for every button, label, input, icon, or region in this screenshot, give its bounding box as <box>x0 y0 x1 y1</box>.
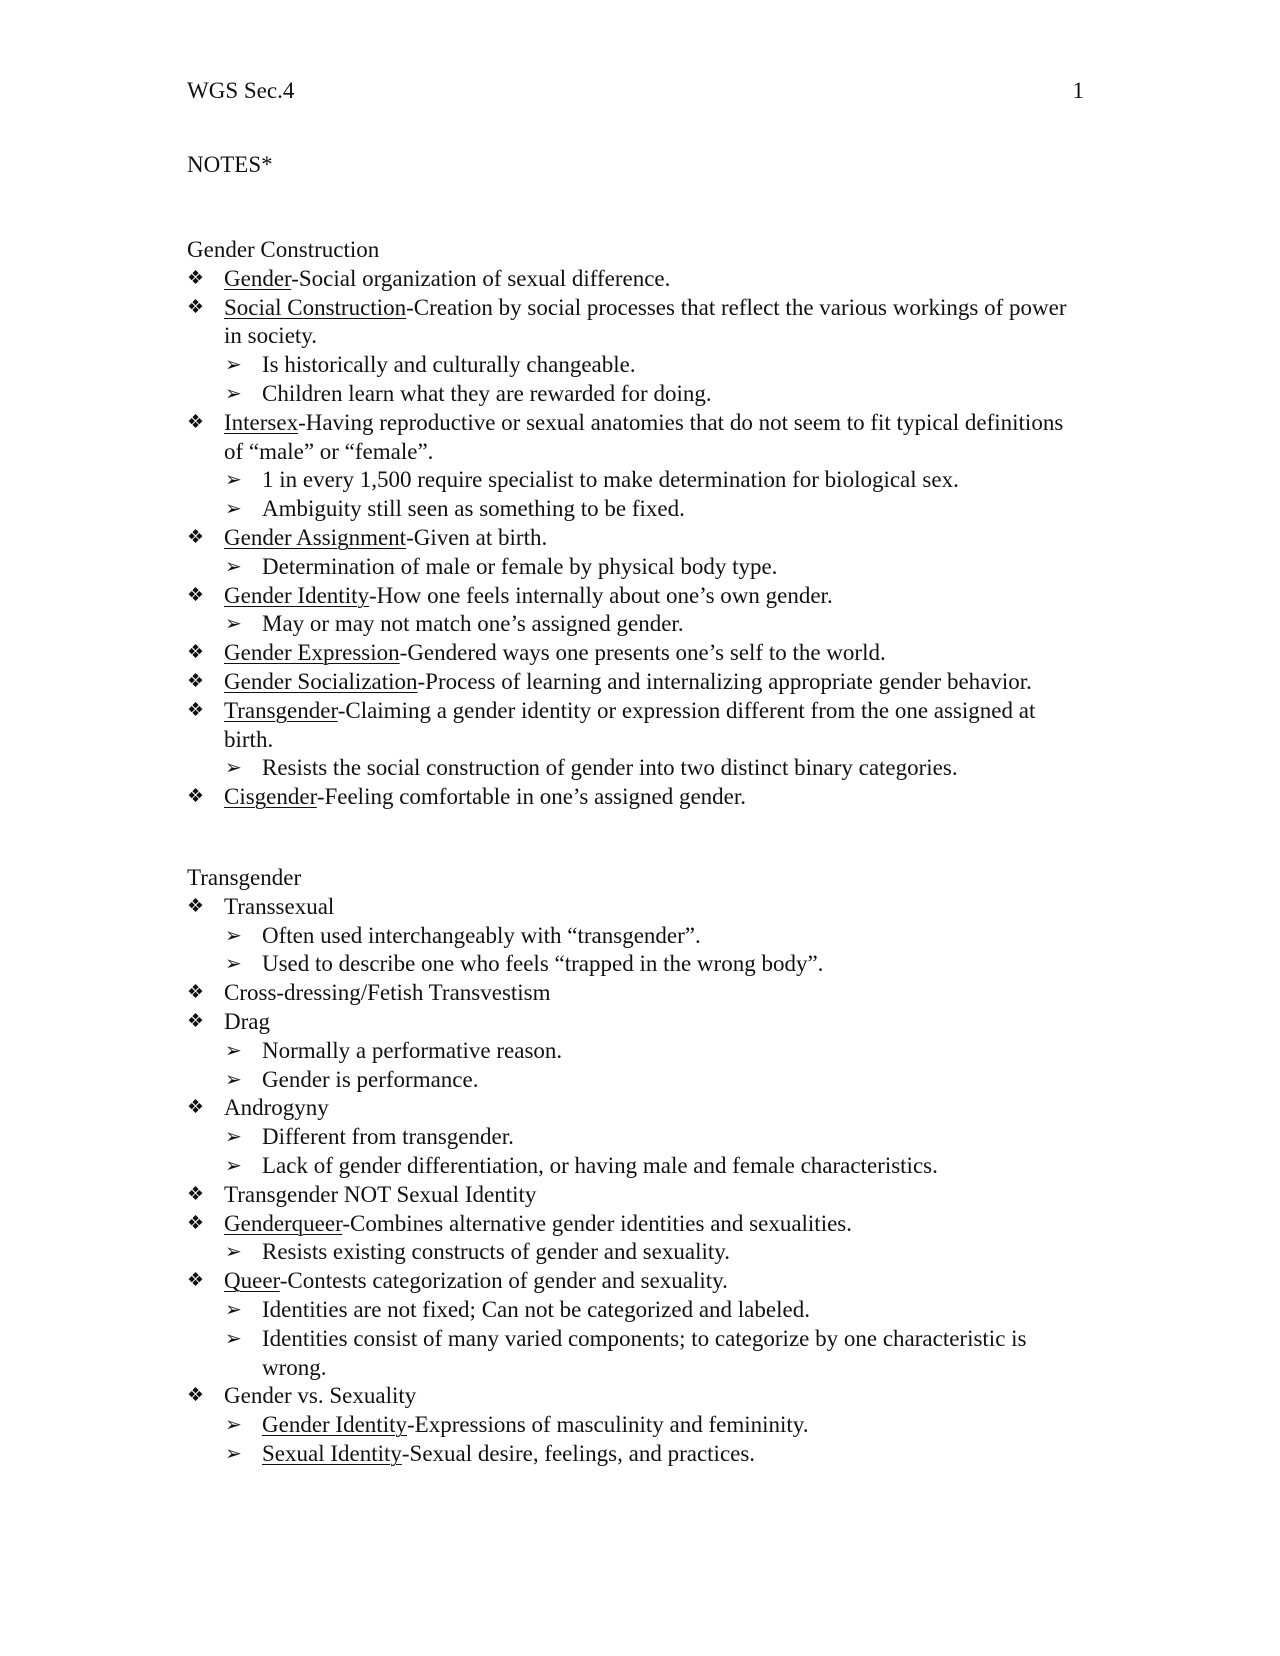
item-text: -Creation by social processes that reflect the various workings of power in society. <box>224 294 1067 349</box>
arrow-bullet-icon: ➢ <box>225 613 242 636</box>
section-gender-construction <box>187 236 1087 812</box>
arrow-bullet-icon: ➢ <box>225 1241 242 1264</box>
item-text: Androgyny <box>224 1095 329 1121</box>
arrow-bullet-icon: ➢ <box>225 1442 242 1465</box>
diamond-bullet-icon: ❖ <box>187 1270 205 1292</box>
item-text: Resists existing constructs of gender and sexuality. <box>262 1239 731 1265</box>
sub-bullet-item <box>187 553 1087 582</box>
arrow-bullet-icon: ➢ <box>225 1298 242 1321</box>
term: Genderqueer <box>224 1210 343 1236</box>
arrow-bullet-icon: ➢ <box>225 469 242 492</box>
item-text: -Combines alternative gender identities and sexualities. <box>342 1210 852 1236</box>
diamond-bullet-icon: ❖ <box>187 895 205 917</box>
term: Gender Identity <box>262 1412 407 1438</box>
item-text: Children learn what they are rewarded for doing. <box>262 380 712 406</box>
header-course: WGS Sec.4 <box>187 78 295 103</box>
section-transgender <box>187 864 1087 1469</box>
bullet-item <box>187 265 1087 294</box>
sub-bullet-item <box>187 1440 1087 1469</box>
sub-bullet-item <box>187 922 1087 951</box>
sub-bullet-item <box>187 1411 1087 1440</box>
term: Gender <box>224 265 292 291</box>
sub-bullet-item <box>187 1325 1087 1383</box>
diamond-bullet-icon: ❖ <box>187 670 205 692</box>
bullet-item <box>187 409 1087 467</box>
arrow-bullet-icon: ➢ <box>225 1154 242 1177</box>
item-text: -Gendered ways one presents one’s self to the world. <box>399 640 886 666</box>
sub-bullet-item <box>187 754 1087 783</box>
sub-bullet-item <box>187 495 1087 524</box>
diamond-bullet-icon: ❖ <box>187 1385 205 1407</box>
item-text: -Social organization of sexual difference. <box>291 265 671 291</box>
bullet-item <box>187 893 1087 922</box>
item-text: Gender is performance. <box>262 1066 479 1092</box>
diamond-bullet-icon: ❖ <box>187 642 205 664</box>
arrow-bullet-icon: ➢ <box>225 498 242 521</box>
term: Gender Expression <box>224 640 400 666</box>
sub-bullet-item <box>187 1066 1087 1095</box>
term: Queer <box>224 1268 280 1294</box>
item-text: Different from transgender. <box>262 1124 514 1150</box>
item-text: Transgender NOT Sexual Identity <box>224 1181 537 1207</box>
diamond-bullet-icon: ❖ <box>187 1010 205 1032</box>
arrow-bullet-icon: ➢ <box>225 1039 242 1062</box>
diamond-bullet-icon: ❖ <box>187 1097 205 1119</box>
term: Gender Assignment <box>224 524 407 550</box>
section-heading: Gender Construction <box>187 237 380 262</box>
bullet-item <box>187 979 1087 1008</box>
sub-bullet-item <box>187 1152 1087 1181</box>
sub-bullet-item <box>187 950 1087 979</box>
item-text: Determination of male or female by physical body type. <box>262 553 778 579</box>
item-text: Is historically and culturally changeable. <box>262 352 636 378</box>
diamond-bullet-icon: ❖ <box>187 526 205 548</box>
sub-bullet-item <box>187 380 1087 409</box>
arrow-bullet-icon: ➢ <box>225 924 242 947</box>
header-page-number: 1 <box>1072 78 1084 103</box>
diamond-bullet-icon: ❖ <box>187 982 205 1004</box>
section-items <box>187 893 1087 1469</box>
notes-title: NOTES* <box>187 152 273 177</box>
item-text: -Claiming a gender identity or expression different from the one assigned at birth. <box>224 697 1036 752</box>
term: Gender Identity <box>224 582 369 608</box>
term: Intersex <box>224 409 299 435</box>
item-text: Cross-dressing/Fetish Transvestism <box>224 980 551 1006</box>
item-text: Resists the social construction of gender into two distinct binary categories. <box>262 755 958 781</box>
diamond-bullet-icon: ❖ <box>187 267 205 289</box>
sub-bullet-item <box>187 1296 1087 1325</box>
section-heading: Transgender <box>187 865 302 890</box>
item-text: Ambiguity still seen as something to be fixed. <box>262 496 685 522</box>
term: Gender Socialization <box>224 668 418 694</box>
bullet-item <box>187 1210 1087 1239</box>
item-text: -Feeling comfortable in one’s assigned gender. <box>316 784 747 810</box>
diamond-bullet-icon: ❖ <box>187 786 205 808</box>
sub-bullet-item <box>187 351 1087 380</box>
arrow-bullet-icon: ➢ <box>225 1414 242 1437</box>
item-text: 1 in every 1,500 require specialist to make determination for biological sex. <box>262 467 959 493</box>
item-text: Identities consist of many varied components; to categorize by one characteristic is wrong. <box>262 1325 1027 1380</box>
item-text: Identities are not fixed; Can not be categorized and labeled. <box>262 1296 810 1322</box>
item-text: -Contests categorization of gender and sexuality. <box>279 1268 728 1294</box>
arrow-bullet-icon: ➢ <box>225 382 242 405</box>
sub-bullet-item <box>187 1037 1087 1066</box>
arrow-bullet-icon: ➢ <box>225 1068 242 1091</box>
term: Sexual Identity <box>262 1440 402 1466</box>
sub-bullet-item <box>187 1123 1087 1152</box>
bullet-item <box>187 639 1087 668</box>
bullet-item <box>187 1382 1087 1411</box>
item-text: -Process of learning and internalizing appropriate gender behavior. <box>417 668 1032 694</box>
diamond-bullet-icon: ❖ <box>187 699 205 721</box>
arrow-bullet-icon: ➢ <box>225 757 242 780</box>
bullet-item <box>187 1008 1087 1037</box>
bullet-item <box>187 697 1087 755</box>
item-text: -Given at birth. <box>406 524 548 550</box>
item-text: -Sexual desire, feelings, and practices. <box>401 1440 756 1466</box>
bullet-item <box>187 1094 1087 1123</box>
item-text: Often used interchangeably with “transgender”. <box>262 922 701 948</box>
item-text: Normally a performative reason. <box>262 1037 563 1063</box>
term: Social Construction <box>224 294 407 320</box>
diamond-bullet-icon: ❖ <box>187 296 205 318</box>
arrow-bullet-icon: ➢ <box>225 555 242 578</box>
item-text: -Having reproductive or sexual anatomies that do not seem to fit typical definitions of “male” or “female”. <box>224 409 1064 464</box>
bullet-item <box>187 294 1087 352</box>
section-items <box>187 265 1087 812</box>
diamond-bullet-icon: ❖ <box>187 584 205 606</box>
bullet-item <box>187 1267 1087 1296</box>
bullet-item <box>187 524 1087 553</box>
item-text: -Expressions of masculinity and femininity. <box>406 1412 809 1438</box>
item-text: Transsexual <box>224 893 335 919</box>
diamond-bullet-icon: ❖ <box>187 1183 205 1205</box>
arrow-bullet-icon: ➢ <box>225 1327 242 1350</box>
term: Cisgender <box>224 784 317 810</box>
arrow-bullet-icon: ➢ <box>225 354 242 377</box>
item-text: May or may not match one’s assigned gender. <box>262 611 684 637</box>
item-text: Drag <box>224 1008 270 1034</box>
item-text: Lack of gender differentiation, or having male and female characteristics. <box>262 1152 938 1178</box>
arrow-bullet-icon: ➢ <box>225 953 242 976</box>
bullet-item <box>187 783 1087 812</box>
diamond-bullet-icon: ❖ <box>187 411 205 433</box>
item-text: Gender vs. Sexuality <box>224 1383 417 1409</box>
bullet-item <box>187 1181 1087 1210</box>
arrow-bullet-icon: ➢ <box>225 1126 242 1149</box>
diamond-bullet-icon: ❖ <box>187 1212 205 1234</box>
bullet-item <box>187 668 1087 697</box>
sub-bullet-item <box>187 610 1087 639</box>
item-text: -How one feels internally about one’s own gender. <box>368 582 833 608</box>
sub-bullet-item <box>187 1238 1087 1267</box>
term: Transgender <box>224 697 338 723</box>
bullet-item <box>187 582 1087 611</box>
item-text: Used to describe one who feels “trapped in the wrong body”. <box>262 951 824 977</box>
sub-bullet-item <box>187 466 1087 495</box>
